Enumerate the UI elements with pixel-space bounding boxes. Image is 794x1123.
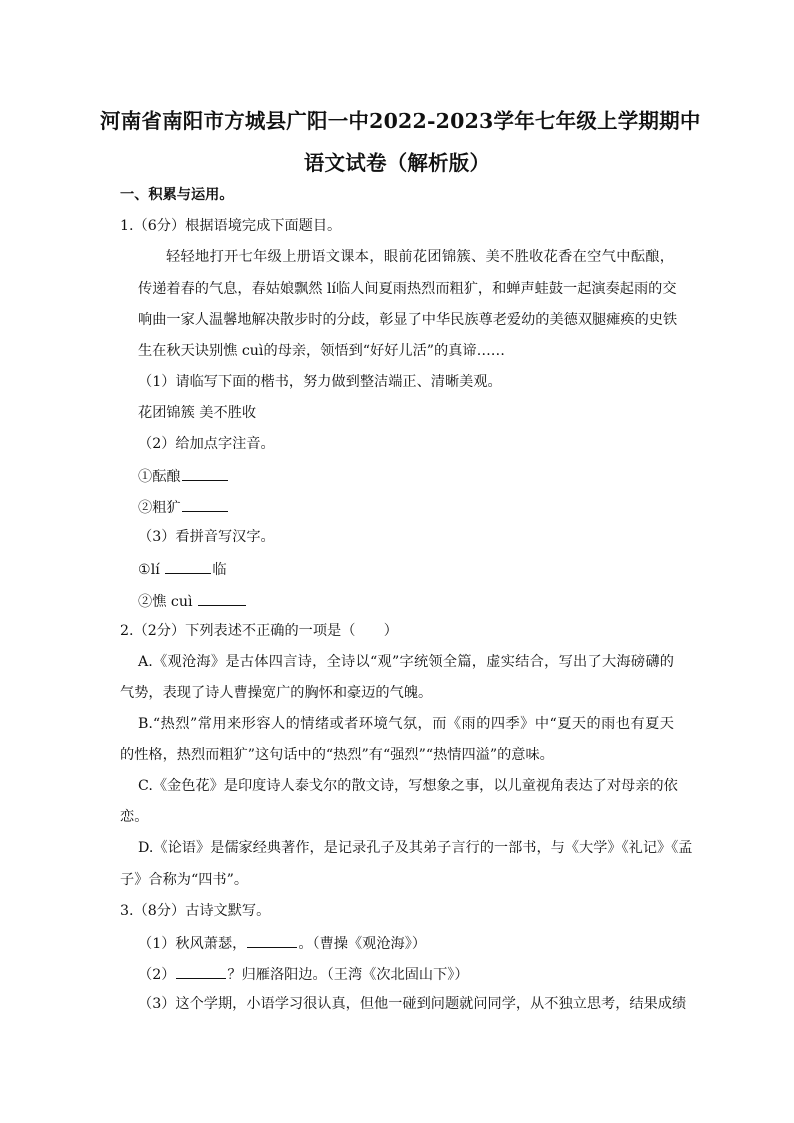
question-1-sub1: （1）请临写下面的楷书，努力做到整洁端正、清晰美观。 — [138, 374, 502, 390]
question-2-stem: 2.（2分）下列表述不正确的一项是（ ） — [120, 623, 398, 639]
pinyin-item — [138, 468, 229, 484]
option-a-line: A.《观沧海》是古体四言诗，全诗以“观”字统领全篇，虚实结合，写出了大海磅礴的 — [138, 654, 674, 670]
recite-item — [138, 935, 426, 951]
recite-item-prefix: （2） — [138, 967, 176, 983]
write-char-label: ①lí — [138, 562, 165, 578]
question-1-stem: 1.（6分）根据语境完成下面题目。 — [120, 218, 342, 234]
recite-item-suffix: ？归雁洛阳边。（王湾《次北固山下》） — [227, 967, 469, 983]
option-d-line: D.《论语》是儒家经典著作，是记录孔子及其弟子言行的一部书，与《大学》《礼记》《孟 — [138, 840, 693, 856]
passage-line: 生在秋天诀别憔 cuì的母亲，领悟到“好好儿活”的真谛…… — [138, 343, 505, 359]
question-3-stem: 3.（8分）古诗文默写。 — [120, 903, 271, 919]
answer-blank[interactable] — [176, 966, 226, 979]
answer-blank[interactable] — [165, 561, 211, 574]
copy-words: 花团锦簇 美不胜收 — [138, 405, 257, 421]
recite-item-suffix: 。（曹操《观沧海》） — [298, 936, 427, 952]
pinyin-item-label: ②粗犷 — [138, 500, 181, 516]
write-char-item — [138, 561, 227, 577]
pinyin-item — [138, 499, 229, 515]
recite-item — [138, 966, 469, 982]
option-b-line: B.“热烈”常用来形容人的情绪或者环境气氛，而《雨的四季》中“夏天的雨也有夏天 — [138, 716, 674, 732]
recite-item-prefix: （1）秋风萧瑟， — [138, 936, 247, 952]
write-char-item — [138, 593, 247, 609]
exam-title-line1: 河南省南阳市方城县广阳一中2022-2023学年七年级上学期期中 — [100, 109, 701, 133]
answer-blank[interactable] — [182, 499, 228, 512]
option-a-line: 气势，表现了诗人曹操宽广的胸怀和豪迈的气魄。 — [120, 685, 433, 701]
pinyin-item-label: ①酝酿 — [138, 469, 181, 485]
answer-blank[interactable] — [247, 935, 297, 948]
passage-line: 响曲一家人温馨地解决散步时的分歧，彰显了中华民族尊老爱幼的美德双腿瘫痪的史铁 — [138, 312, 678, 328]
question-1-sub3: （3）看拼音写汉字。 — [138, 529, 275, 545]
write-char-suffix: 临 — [212, 562, 227, 578]
option-d-line: 子》合称为“四书”。 — [120, 872, 249, 888]
answer-blank[interactable] — [198, 593, 246, 606]
passage-line: 轻轻地打开七年级上册语文课本，眼前花团锦簇、美不胜收花香在空气中酝酿， — [166, 249, 674, 265]
option-c-line: 恋。 — [120, 809, 149, 825]
option-b-line: 的性格，热烈而粗犷”这句话中的“热烈”有“强烈”“热情四溢”的意味。 — [120, 747, 554, 763]
section-heading: 一、积累与运用。 — [120, 187, 234, 203]
write-char-label: ②憔 cuì — [138, 594, 198, 610]
passage-line: 传递着春的气息，春姑娘飘然 lí临人间夏雨热烈而粗犷，和蝉声蛙鼓一起演奏起雨的交 — [138, 281, 677, 297]
option-c-line: C.《金色花》是印度诗人泰戈尔的散文诗，写想象之事，以儿童视角表达了对母亲的依 — [138, 778, 678, 794]
recite-item: （3）这个学期，小语学习很认真，但他一碰到问题就问同学，从不独立思考，结果成绩 — [138, 996, 687, 1012]
exam-title-line2: 语文试卷（解析版） — [303, 151, 491, 175]
question-1-sub2: （2）给加点字注音。 — [138, 436, 275, 452]
answer-blank[interactable] — [182, 468, 228, 481]
